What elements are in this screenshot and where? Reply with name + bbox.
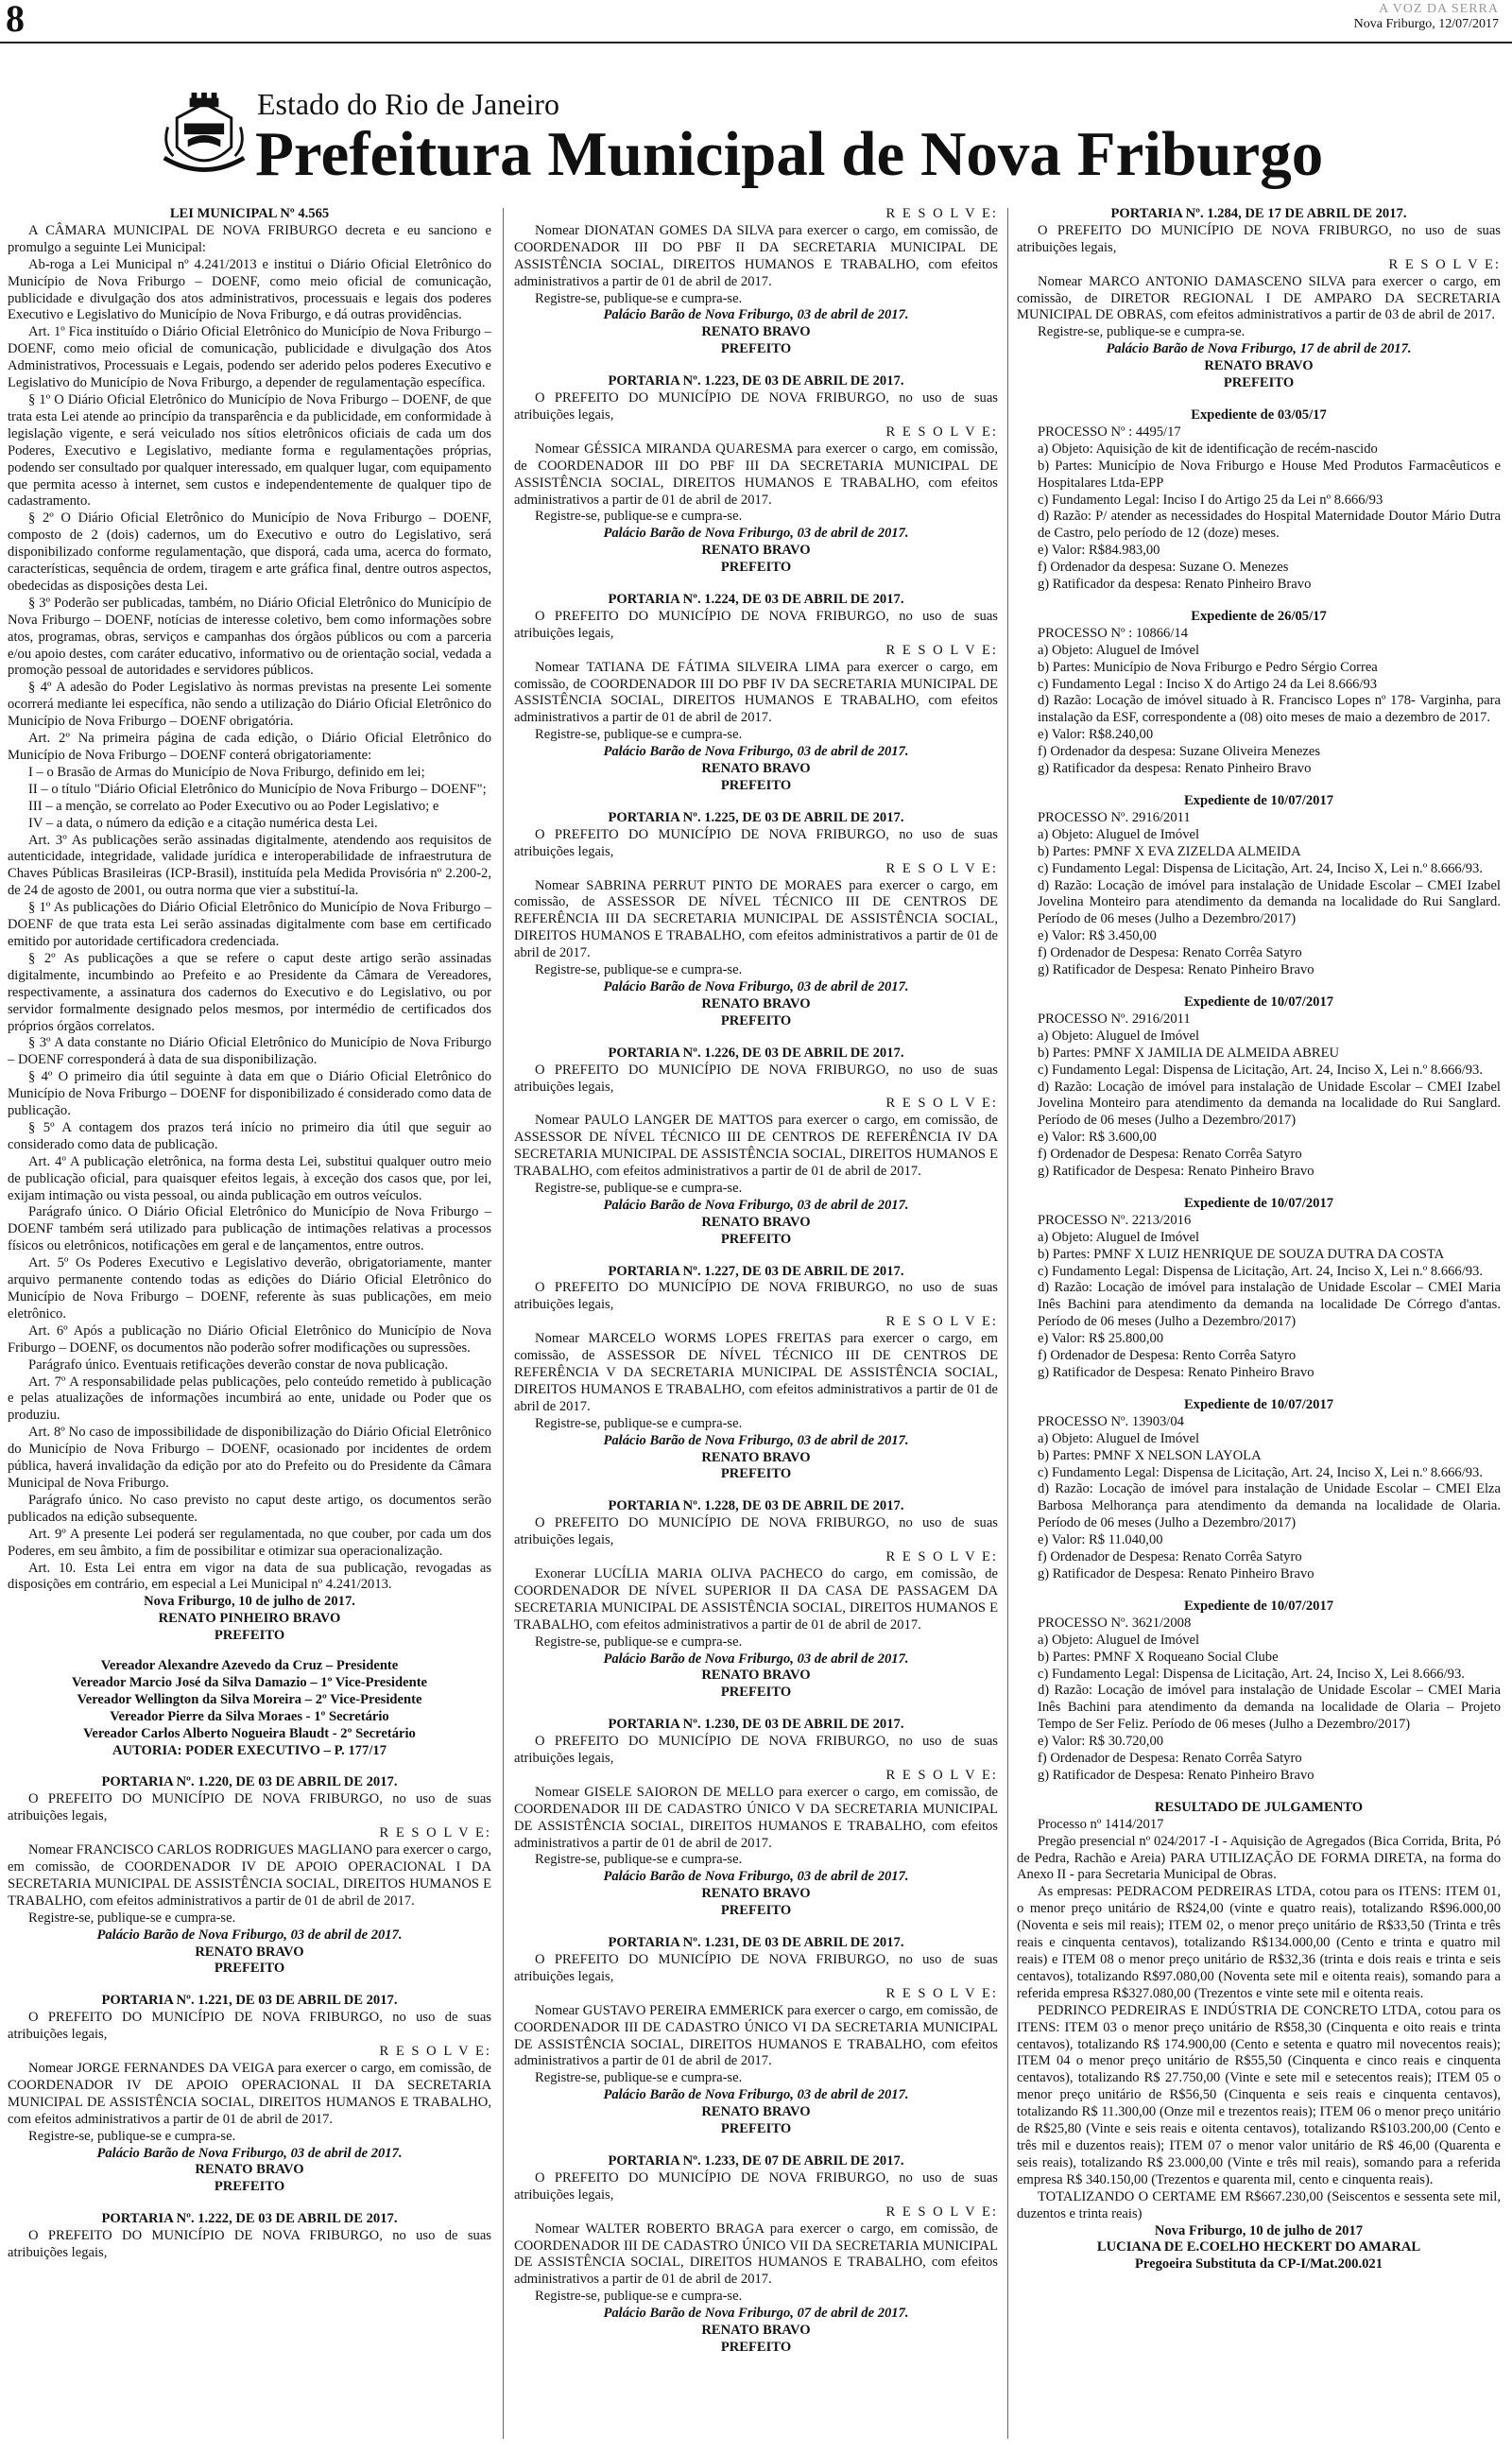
expediente-line: PROCESSO Nº. 2213/2016 [1038,1212,1192,1228]
vereador-line: Vereador Alexandre Azevedo da Cruz – Presidente [100,1658,399,1674]
registre-line: Registre-se, publique-se e cumpra-se. [535,1180,743,1196]
resolve-label: R E S O L V E: [885,1767,998,1783]
vereador-line: Vereador Marcio José da Silva Damazio – 1º Vice-Presidente [71,1674,428,1690]
portaria-intro: O PREFEITO DO MUNICÍPIO DE NOVA FRIBURGO, no uso de suas atribuições legais, [514,1280,998,1313]
law-item: III – a menção, se correlato ao Poder Executivo ou ao Poder Legislativo; e [28,798,439,814]
expediente-line: PROCESSO Nº. 3621/2008 [1038,1615,1192,1631]
signer-name: RENATO BRAVO [701,543,811,559]
signer-title: PREFEITO [720,560,792,576]
portaria-intro: O PREFEITO DO MUNICÍPIO DE NOVA FRIBURGO, no uso de suas atribuições legais, [514,1734,998,1767]
expediente-line: b) Partes: Município de Nova Friburgo e House Med Produtos Farmacêuticos e Hospitalares Ltda-EPP [1038,458,1501,491]
law-article: Art. 1º Fica instituído o Diário Oficial Eletrônico do Município de Nova Friburgo – DOENF, como meio oficial de comunicação, publicidade e divulgação dos Atos Administrativos, Processuais e Legais, podendo ser aderido pelos poderes Executivo e Legislativo do Município de Nova Friburgo, a depender de regulamentação específica. [8,324,491,391]
expediente-line: b) Partes: PMNF X JAMILIA DE ALMEIDA ABREU [1038,1045,1340,1061]
signer-title: PREFEITO [720,2121,792,2137]
portaria-body: Nomear DIONATAN GOMES DA SILVA para exercer o cargo, em comissão, de COORDENADOR III DO PBF II DA SECRETARIA MUNICIPAL DE ASSISTÊNCIA SOCIAL, DIREITOS HUMANOS E TRABALHO, com efeitos administrativos a partir de 01 de abril de 2017. [514,222,998,289]
page-number: 8 [6,0,25,40]
signer-title: PREFEITO [720,1685,792,1701]
portaria-body: Exonerar LUCÍLIA MARIA OLIVA PACHECO do cargo, em comissão, de COORDENADOR DE NÍVEL SUPERIOR II DA CASA DE PASSAGEM DA SECRETARIA MUNICIPAL DE ASSISTÊNCIA SOCIAL, DIREITOS HUMANOS E TRABALHO, com efeitos administrativos a partir de 01 de abril de 2017. [514,1565,998,1633]
portaria-title: PORTARIA Nº. 1.227, DE 03 DE ABRIL DE 2017. [608,1263,904,1279]
law-paragraph: § 5º A contagem dos prazos terá início no primeiro dia útil que seguir ao considerado como data de publicação. [8,1119,491,1152]
expediente-line: f) Ordenador de Despesa: Renato Corrêa Satyro [1038,945,1302,961]
signer-title: PREFEITO [720,341,792,357]
expediente-title: Expediente de 10/07/2017 [1183,793,1334,808]
expediente-line: c) Fundamento Legal : Inciso X do Artigo 24 da Lei 8.666/93 [1038,676,1378,692]
law-paragraph: § 2º As publicações a que se refere o caput deste artigo serão assinadas digitalmente, incumbindo ao Prefeito e ao Presidente da Câmara de Vereadores, respectivamente, a assinatura dos cadernos do Executivo e do Legislativo, ou por servidor formalmente designado pelos mesmos, por intermédio de certificados dos próprios órgãos correlatos. [8,950,491,1034]
portaria-title: PORTARIA Nº. 1.233, DE 07 DE ABRIL DE 2017. [608,2152,904,2169]
law-paragraph: § 3º A data constante no Diário Oficial Eletrônico do Município de Nova Friburgo – DOENF corresponderá à data de sua disponibilização. [8,1035,491,1068]
portaria-title: PORTARIA Nº. 1.223, DE 03 DE ABRIL DE 2017. [608,373,904,389]
expediente-line: b) Partes: PMNF X EVA ZIZELDA ALMEIDA [1038,843,1301,859]
portaria-intro: O PREFEITO DO MUNICÍPIO DE NOVA FRIBURGO, no uso de suas atribuições legais, [8,1791,491,1824]
signer-name: RENATO BRAVO [701,324,811,340]
law-intro: A CÂMARA MUNICIPAL DE NOVA FRIBURGO decreta e eu sanciono e promulgo a seguinte Lei Municipal: [8,222,491,255]
palace-date: Palácio Barão de Nova Friburgo, 03 de abril de 2017. [603,1869,909,1885]
signer-title: PREFEITO [1223,375,1295,391]
expediente-line: PROCESSO Nº. 2916/2011 [1038,809,1191,825]
law-paragraph: § 4º A adesão do Poder Legislativo às normas previstas na presente Lei somente ocorrerá mediante lei específica, não sendo a utilização do Diário Oficial Eletrônico do Município de Nova Friburgo – DOENF obrigatória. [8,680,491,730]
coat-of-arms-icon [159,91,249,181]
expediente-line: c) Fundamento Legal: Dispensa de Licitação, Art. 24, Inciso X, Lei n.º 8.666/93. [1038,1263,1484,1279]
portaria-title: PORTARIA Nº. 1.222, DE 03 DE ABRIL DE 2017. [101,2211,398,2227]
law-item: IV – a data, o número da edição e a citação numérica desta Lei. [28,815,378,831]
signer-title: PREFEITO [214,2179,285,2195]
law-article: Art. 5º Os Poderes Executivo e Legislativo deverão, obrigatoriamente, manter arquivo permanente contendo todas as edições do Diário Oficial Eletrônico do Município de Nova Friburgo – DOENF, referente às suas publicações, em meio eletrônico. [8,1255,491,1322]
law-article: Art. 10. Esta Lei entra em vigor na data de sua publicação, revogadas as disposições em contrário, em especial a Lei Municipal nº 4.241/2013. [8,1560,491,1593]
resolve-label: R E S O L V E: [1388,256,1501,272]
signer-name: RENATO BRAVO [701,1668,811,1684]
portaria-body: Nomear MARCO ANTONIO DAMASCENO SILVA para exercer o cargo, em comissão, de DIRETOR REGIONAL I DE AMPARO DA SECRETARIA MUNICIPAL DE OBRAS, com efeitos administrativos a partir de 03 de abril de 2017. [1017,273,1501,323]
palace-date: Palácio Barão de Nova Friburgo, 03 de abril de 2017. [603,978,909,994]
masthead [1354,2,1499,32]
law-paragraph: § 1º O Diário Oficial Eletrônico do Município de Nova Friburgo – DOENF, de que trata esta Lei atende ao princípio da transparência e da publicidade, em conformidade à legislação vigente, e será veiculado nos sítios eletrônicos oficiais de cada um dos Poderes, Executivo e Legislativo, mediante forma e regulamentações próprias, podendo ser consultado por qualquer interessado, em qualquer lugar, com equipamento que permita acesso à internet, sem custos e independentemente de qualquer tipo de cadastramento. [8,391,491,510]
expediente-line: f) Ordenador de Despesa: Renato Corrêa Satyro [1038,1751,1302,1767]
registre-line: Registre-se, publique-se e cumpra-se. [28,2128,236,2144]
portaria-body: Nomear SABRINA PERRUT PINTO DE MORAES para exercer o cargo, em comissão, de ASSESSOR DE NÍVEL TÉCNICO III DE CENTROS DE REFERÊNCIA III DA SECRETARIA MUNICIPAL DE ASSISTÊNCIA SOCIAL, DIREITOS HUMANOS E TRABALHO, com efeitos administrativos a partir de 01 de abril de 2017. [514,877,998,961]
result-date: Nova Friburgo, 10 de julho de 2017 [1154,2222,1364,2238]
law-article: Art. 2º Na primeira página de cada edição, o Diário Oficial Eletrônico do Município de Nova Friburgo – DOENF conterá obrigatoriamente: [8,731,491,763]
law-ementa: Ab-roga a Lei Municipal nº 4.241/2013 e institui o Diário Oficial Eletrônico do Município de Nova Friburgo – DOENF, como meio oficial de comunicação, publicidade e divulgação dos atos administrativos, processuais e legais dos poderes Executivo e Legislativo do Município de Nova Friburgo, e dá outras providências. [8,256,491,323]
expediente-line: d) Razão: Locação de imóvel situado à R. Francisco Lopes nº 178- Varginha, para instalação da ESF, correspondente a (08) oito meses de maio a dezembro de 2017. [1038,693,1501,726]
column-divider [1007,208,1008,2439]
result-company: PEDRINCO PEDREIRAS E INDÚSTRIA DE CONCRETO LTDA, cotou para os ITENS: ITEM 03 o menor preço unitário de R$58,30 (Cinquenta e oito reais e trinta centavos), totalizando R$ 174.900,00 (Cento e setenta e quatro mil novecentos reais); ITEM 04 o menor preço unitário de R$55,50 (Cinquenta e cinco reais e cinquenta centavos), totalizando R$ 27.750,00 (Vinte e sete mil e setecentos reais); ITEM 05 o menor preço unitário de R$56,50 (Cinquenta e seis reais e cinquenta centavos), totalizando R$ 11.300,00 (Onze mil e trezentos reais); ITEM 06 o menor preço unitário de R$25,80 (Vinte e seis reais e oitenta centavos), totalizando R$103.200,00 (Cento e três mil e duzentos reais); ITEM 07 o menor valor unitário de R$ 46,00 (Quarenta e seis reais), totalizando R$ 23.000,00 (Vinte e três mil reais), somando para a referida empresa R$ 340.150,00 (Trezentos e quarenta mil, cento e cinquenta reais). [1017,2002,1501,2187]
resolve-label: R E S O L V E: [885,1549,998,1565]
vereador-line: Vereador Carlos Alberto Nogueira Blaudt - 2º Secretário [83,1725,416,1741]
expediente-line: PROCESSO Nº : 10866/14 [1038,625,1189,641]
expediente-line: d) Razão: Locação de imóvel para instalação de Unidade Escolar – CMEI Izabel Jovelina Monteiro para atendimento da demanda na localidade do Rui Sanglard. Período de 06 meses (Julho a Dezembro/2017) [1038,1079,1501,1129]
portaria-body: Nomear GISELE SAIORON DE MELLO para exercer o cargo, em comissão, de COORDENADOR III DE CADASTRO ÚNICO V DA SECRETARIA MUNICIPAL DE ASSISTÊNCIA SOCIAL, DIREITOS HUMANOS E TRABALHO, com efeitos administrativos a partir de 01 de abril de 2017. [514,1784,998,1851]
result-signer-role: Pregoeira Substituta da CP-I/Mat.200.021 [1135,2256,1383,2273]
law-item: II – o título "Diário Oficial Eletrônico do Município de Nova Friburgo – DOENF"; [28,781,487,797]
expediente-line: b) Partes: PMNF X LUIZ HENRIQUE DE SOUZA DUTRA DA COSTA [1038,1246,1445,1262]
palace-date: Palácio Barão de Nova Friburgo, 03 de abril de 2017. [603,1197,909,1213]
result-total: TOTALIZANDO O CERTAME EM R$667.230,00 (Seiscentos e sessenta sete mil, duzentos e trinta reais) [1017,2188,1501,2221]
expediente-line: a) Objeto: Aluguel de Imóvel [1038,1632,1200,1648]
registre-line: Registre-se, publique-se e cumpra-se. [28,1910,236,1926]
palace-date: Palácio Barão de Nova Friburgo, 03 de abril de 2017. [603,744,909,760]
expediente-line: e) Valor: R$ 25.800,00 [1038,1331,1164,1347]
expediente-line: a) Objeto: Aquisição de kit de identificação de recém-nascido [1038,441,1378,457]
autoria: AUTORIA: PODER EXECUTIVO – P. 177/17 [112,1742,387,1758]
palace-date: Palácio Barão de Nova Friburgo, 03 de abril de 2017. [96,1927,403,1943]
expediente-line: a) Objeto: Aluguel de Imóvel [1038,642,1200,658]
portaria-intro: O PREFEITO DO MUNICÍPIO DE NOVA FRIBURGO, no uso de suas atribuições legais, [514,826,998,859]
expediente-line: b) Partes: Município de Nova Friburgo e Pedro Sérgio Correa [1038,659,1378,675]
expediente-line: d) Razão: Locação de imóvel para instalação de Unidade Escolar – CMEI Izabel Jovelina Monteiro para atendimento da demanda na localidade do Rui Sanglard. Período de 06 meses (Julho a Dezembro/2017) [1038,877,1501,927]
expediente-line: d) Razão: Locação de imóvel para instalação de Unidade Escolar – CMEI Maria Inês Bachini para atendimento da demanda na localidade de Olaria – Projeto Tempo de Ser Feliz. Período de 06 meses (Julho a Dezembro/2017) [1038,1683,1501,1733]
portaria-intro: O PREFEITO DO MUNICÍPIO DE NOVA FRIBURGO, no uso de suas atribuições legais, [8,2228,491,2261]
expediente-line: f) Ordenador da despesa: Suzane O. Menezes [1038,560,1289,576]
registre-line: Registre-se, publique-se e cumpra-se. [1038,324,1246,340]
portaria-title: PORTARIA Nº. 1.226, DE 03 DE ABRIL DE 2017. [608,1045,904,1061]
portaria-intro: O PREFEITO DO MUNICÍPIO DE NOVA FRIBURGO, no uso de suas atribuições legais, [1017,222,1501,255]
result-company: As empresas: PEDRACOM PEDREIRAS LTDA, cotou para os ITENS: ITEM 01, o menor preço unitário de R$24,00 (vinte e quatro reais), totalizando R$96.000,00 (Noventa e seis mil reais); ITEM 02, o menor preço unitário de R$33,50 (Trinta e três reais e cinquenta centavos), totalizando R$134.000,00 (Cento e trinta e quatro mil reais) e ITEM 08 o menor preço unitário de R$32,36 (trinta e dois reais e trinta e seis centavos), totalizando R$97.080,00 (Noventa sete mil e oitenta reais), somando para a referida empresa R$327.080,00 (Trezentos e vinte sete mil e oitenta reais. [1017,1884,1501,2001]
portaria-body: Nomear FRANCISCO CARLOS RODRIGUES MAGLIANO para exercer o cargo, em comissão, de COORDENADOR IV DE APOIO OPERACIONAL I DA SECRETARIA MUNICIPAL DE ASSISTÊNCIA SOCIAL, DIREITOS HUMANOS E TRABALHO, com efeitos administrativos a partir de 01 de abril de 2017. [8,1842,491,1909]
expediente-line: g) Ratificador de Despesa: Renato Pinheiro Bravo [1038,1565,1314,1581]
resolve-label: R E S O L V E: [885,1314,998,1330]
column-2 [514,206,998,2442]
law-title: LEI MUNICIPAL Nº 4.565 [169,206,330,221]
portaria-body: Nomear TATIANA DE FÁTIMA SILVEIRA LIMA para exercer o cargo, em comissão, de COORDENADOR III DO PBF IV DA SECRETARIA MUNICIPAL DE ASSISTÊNCIA SOCIAL, DIREITOS HUMANOS E TRABALHO, com efeitos administrativos a partir de 01 de abril de 2017. [514,659,998,726]
expediente-title: Expediente de 10/07/2017 [1183,1195,1334,1211]
expediente-line: e) Valor: R$8.240,00 [1038,727,1154,743]
expediente-line: e) Valor: R$84.983,00 [1038,543,1160,559]
expediente-line: PROCESSO Nº : 4495/17 [1038,423,1181,440]
signer-title: PREFEITO [720,1231,792,1247]
portaria-title: PORTARIA Nº. 1.228, DE 03 DE ABRIL DE 2017. [608,1498,904,1514]
resolve-label: R E S O L V E: [379,2044,491,2060]
palace-date: Palácio Barão de Nova Friburgo, 03 de abril de 2017. [96,2145,403,2161]
expediente-line: g) Ratificador de Despesa: Renato Pinheiro Bravo [1038,1365,1314,1380]
expediente-line: g) Ratificador de Despesa: Renato Pinheiro Bravo [1038,1767,1314,1783]
portaria-intro: O PREFEITO DO MUNICÍPIO DE NOVA FRIBURGO, no uso de suas atribuições legais, [514,1952,998,1984]
expediente-line: e) Valor: R$ 30.720,00 [1038,1734,1164,1750]
registre-line: Registre-se, publique-se e cumpra-se. [535,1415,743,1431]
expediente-line: b) Partes: PMNF X NELSON LAYOLA [1038,1447,1262,1463]
expediente-line: g) Ratificador da despesa: Renato Pinheiro Bravo [1038,577,1312,593]
expediente-line: PROCESSO Nº. 2916/2011 [1038,1011,1191,1027]
banner-state: Estado do Rio de Janeiro [257,87,559,121]
signer-name: RENATO BRAVO [195,1944,304,1960]
law-article: Art. 6º Após a publicação no Diário Oficial Eletrônico do Município de Nova Friburgo – DOENF, os documentos não poderão sofrer modificações ou supressões. [8,1322,491,1356]
resolve-label: R E S O L V E: [379,1825,491,1841]
resolve-label: R E S O L V E: [885,2203,998,2220]
signer-name: RENATO BRAVO [1204,358,1314,374]
law-paragraph: Parágrafo único. O Diário Oficial Eletrônico do Município de Nova Friburgo – DOENF também será utilizado para publicação de intimações relativas a processos físicos ou eletrônicos, notificações em geral e de lançamentos, entre outros. [8,1204,491,1254]
law-item: I – o Brasão de Armas do Município de Nova Friburgo, definido em lei; [28,764,425,780]
registre-line: Registre-se, publique-se e cumpra-se. [535,962,743,978]
expediente-line: e) Valor: R$ 11.040,00 [1038,1532,1163,1548]
portaria-title: PORTARIA Nº. 1.220, DE 03 DE ABRIL DE 2017. [101,1774,398,1790]
portaria-body: Nomear MARCELO WORMS LOPES FREITAS para exercer o cargo, em comissão, de ASSESSOR DE NÍVEL TÉCNICO III DE CENTROS DE REFERÊNCIA V DA SECRETARIA MUNICIPAL DE ASSISTÊNCIA SOCIAL, DIREITOS HUMANOS E TRABALHO, com efeitos administrativos a partir de 01 de abril de 2017. [514,1331,998,1414]
signer-name: RENATO BRAVO [701,2323,811,2339]
expediente-line: PROCESSO Nº. 13903/04 [1038,1413,1184,1429]
expediente-line: e) Valor: R$ 3.450,00 [1038,928,1157,944]
vereador-line: Vereador Wellington da Silva Moreira – 2º Vice-Presidente [77,1691,422,1707]
law-paragraph: Parágrafo único. Eventuais retificações deverão constar de nova publicação. [28,1357,449,1373]
registre-line: Registre-se, publique-se e cumpra-se. [535,1852,743,1868]
signer-title: PREFEITO [720,778,792,793]
palace-date: Palácio Barão de Nova Friburgo, 07 de abril de 2017. [603,2306,909,2322]
expediente-title: Expediente de 10/07/2017 [1183,1598,1334,1614]
law-date: Nova Friburgo, 10 de julho de 2017. [144,1594,355,1610]
expediente-line: g) Ratificador da despesa: Renato Pinheiro Bravo [1038,761,1312,777]
signer-title: PREFEITO [214,1961,285,1977]
expediente-line: f) Ordenador de Despesa: Rento Corrêa Satyro [1038,1348,1297,1364]
resolve-label: R E S O L V E: [885,642,998,658]
registre-line: Registre-se, publique-se e cumpra-se. [535,1633,743,1650]
portaria-title: PORTARIA Nº. 1.230, DE 03 DE ABRIL DE 2017. [608,1717,904,1733]
expediente-line: g) Ratificador de Despesa: Renato Pinheiro Bravo [1038,1164,1314,1180]
edition-date: Nova Friburgo, 12/07/2017 [1353,17,1499,31]
portaria-intro: O PREFEITO DO MUNICÍPIO DE NOVA FRIBURGO, no uso de suas atribuições legais, [8,2010,491,2043]
header-rule [0,42,1512,43]
signer-name: RENATO BRAVO [701,995,811,1011]
portaria-body: Nomear WALTER ROBERTO BRAGA para exercer o cargo, em comissão, de COORDENADOR III DE CADASTRO ÚNICO VII DA SECRETARIA MUNICIPAL DE ASSISTÊNCIA SOCIAL, DIREITOS HUMANOS E TRABALHO, com efeitos administrativos a partir de 01 de abril de 2017. [514,2221,998,2288]
palace-date: Palácio Barão de Nova Friburgo, 17 de abril de 2017. [1106,341,1412,357]
signer-name: RENATO BRAVO [701,2104,811,2120]
signer-name: RENATO BRAVO [701,761,811,777]
law-paragraph: § 2º O Diário Oficial Eletrônico do Município de Nova Friburgo – DOENF, composto de 2 (dois) cadernos, um do Executivo e outro do Legislativo, será disponibilizado conforme regulamentação, que disporá, cada uma, acerca do formato, características, sequência de ordem, tiragem e arte gráfica final, dentre outros aspectos, obedecidas as disposições desta Lei. [8,510,491,594]
law-article: Art. 8º No caso de impossibilidade de disponibilização do Diário Oficial Eletrônico do Município de Nova Friburgo – DOENF, ocasionado por incidentes de ordem pública, haverá invalidação da edição por ato do Prefeito ou do Presidente da Câmara Municipal de Nova Friburgo. [8,1425,491,1491]
expediente-line: d) Razão: P/ atender as necessidades do Hospital Maternidade Doutor Mário Dutra de Castro, pelo período de 12 (doze) meses. [1038,509,1501,542]
column-1 [8,206,491,2442]
expediente-line: c) Fundamento Legal: Inciso I do Artigo 25 da Lei nº 8.666/93 [1038,492,1383,508]
newspaper-name: A VOZ DA SERRA [1379,2,1499,16]
resolve-label: R E S O L V E: [885,206,998,221]
expediente-line: c) Fundamento Legal: Dispensa de Licitação, Art. 24, Inciso X, Lei 8.666/93. [1038,1666,1465,1682]
expedientes-list [1017,407,1501,1785]
law-article: Art. 9º A presente Lei poderá ser regulamentada, no que couber, por cada um dos Poderes, em seu âmbito, a fim de possibilitar e otimizar sua operacionalização. [8,1526,491,1559]
expediente-line: b) Partes: PMNF X Roqueano Social Clube [1038,1649,1279,1665]
portaria-title: PORTARIA Nº. 1.284, DE 17 DE ABRIL DE 2017. [1110,206,1407,221]
portaria-intro: O PREFEITO DO MUNICÍPIO DE NOVA FRIBURGO, no uso de suas atribuições legais, [514,390,998,423]
palace-date: Palácio Barão de Nova Friburgo, 03 de abril de 2017. [603,2087,909,2103]
vereador-line: Vereador Pierre da Silva Moraes - 1º Secretário [110,1708,389,1724]
expediente-line: d) Razão: Locação de imóvel para instalação de Unidade Escolar – CMEI Elza Barbosa Melhorança para atendimento da demanda na localidade de Olaria. Período de 06 meses (Julho a Dezembro/2017) [1038,1481,1501,1531]
expediente-line: a) Objeto: Aluguel de Imóvel [1038,826,1200,842]
registre-line: Registre-se, publique-se e cumpra-se. [535,2289,743,2305]
law-paragraph: § 1º As publicações do Diário Oficial Eletrônico do Município de Nova Friburgo – DOENF de que trata esta Lei serão assinadas digitalmente com base em certificado emitido por autoridade certificadora credenciada. [8,900,491,949]
portaria-title: PORTARIA Nº. 1.224, DE 03 DE ABRIL DE 2017. [608,592,904,608]
registre-line: Registre-se, publique-se e cumpra-se. [535,509,743,525]
expediente-line: c) Fundamento Legal: Dispensa de Licitação, Art. 24, Inciso X, Lei n.º 8.666/93. [1038,1062,1484,1078]
result-pregao: Pregão presencial nº 024/2017 -I - Aquisição de Agregados (Bica Corrida, Brita, Pó de Pedra, Rachão e Areia) PARA UTILIZAÇÃO DE FORMA DIRETA, na forma do Anexo II - para Secretaria Municipal de Obras. [1017,1833,1501,1883]
expediente-title: Expediente de 10/07/2017 [1183,994,1334,1010]
palace-date: Palácio Barão de Nova Friburgo, 03 de abril de 2017. [603,1432,909,1448]
portaria-intro: O PREFEITO DO MUNICÍPIO DE NOVA FRIBURGO, no uso de suas atribuições legais, [514,2169,998,2203]
portaria-title: PORTARIA Nº. 1.231, DE 03 DE ABRIL DE 2017. [608,1935,904,1951]
law-paragraph: § 3º Poderão ser publicadas, também, no Diário Oficial Eletrônico do Município de Nova Friburgo – DOENF, notícias de interesse coletivo, bem como informações sobre atos, programas, obras, serviços e campanhas dos órgãos públicos ou com a parceria e/ou apoio destes, com caráter educativo, informativo ou de orientação social, vedada a promoção pessoal de autoridades e servidores públicos. [8,595,491,679]
portaria-intro: O PREFEITO DO MUNICÍPIO DE NOVA FRIBURGO, no uso de suas atribuições legais, [514,608,998,641]
result-signer: LUCIANA DE E.COELHO HECKERT DO AMARAL [1096,2239,1421,2255]
expediente-line: a) Objeto: Aluguel de Imóvel [1038,1229,1200,1245]
signer-title: PREFEITO [720,1012,792,1028]
palace-date: Palácio Barão de Nova Friburgo, 03 de abril de 2017. [603,526,909,542]
registre-line: Registre-se, publique-se e cumpra-se. [535,2070,743,2086]
portaria-title: PORTARIA Nº. 1.221, DE 03 DE ABRIL DE 2017. [101,1993,398,2009]
mayor-name: RENATO PINHEIRO BRAVO [158,1611,341,1627]
signer-title: PREFEITO [720,1466,792,1482]
signer-name: RENATO BRAVO [701,1886,811,1902]
portaria-body: Nomear GÉSSICA MIRANDA QUARESMA para exercer o cargo, em comissão, de COORDENADOR III DO PBF III DA SECRETARIA MUNICIPAL DE ASSISTÊNCIA SOCIAL, DIREITOS HUMANOS E TRABALHO, com efeitos administrativos a partir de 01 de abril de 2017. [514,441,998,508]
law-paragraph: Parágrafo único. No caso previsto no caput deste artigo, os documentos serão publicados na edição subsequente. [8,1492,491,1525]
resolve-label: R E S O L V E: [885,1096,998,1112]
banner-title: Prefeitura Municipal de Nova Friburgo [255,119,1324,189]
expediente-line: a) Objeto: Aluguel de Imóvel [1038,1028,1200,1044]
expediente-line: c) Fundamento Legal: Dispensa de Licitação, Art. 24, Inciso X, Lei n.º 8.666/93. [1038,1464,1484,1480]
palace-date: Palácio Barão de Nova Friburgo, 03 de abril de 2017. [603,307,909,323]
portaria-body: Nomear JORGE FERNANDES DA VEIGA para exercer o cargo, em comissão, de COORDENADOR IV DE APOIO OPERACIONAL II DA SECRETARIA MUNICIPAL DE ASSISTÊNCIA SOCIAL, DIREITOS HUMANOS E TRABALHO, com efeitos administrativos a partir de 01 de abril de 2017. [8,2060,491,2127]
expediente-line: f) Ordenador da despesa: Suzane Oliveira Menezes [1038,744,1321,760]
column-divider [503,208,504,2439]
expediente-line: c) Fundamento Legal: Dispensa de Licitação, Art. 24, Inciso X, Lei n.º 8.666/93. [1038,860,1484,876]
law-article: Art. 3º As publicações serão assinadas digitalmente, atendendo aos requisitos de autenticidade, integridade, validade jurídica e interoperabilidade de infraestrutura de Chaves Públicas Brasileiras (ICP-Brasil), instituída pela Medida Provisória nº 2.200-2, de 24 de agosto de 2001, ou outra norma que vier a substituí-la. [8,832,491,899]
registre-line: Registre-se, publique-se e cumpra-se. [535,290,743,306]
portaria-intro: O PREFEITO DO MUNICÍPIO DE NOVA FRIBURGO, no uso de suas atribuições legais, [514,1062,998,1095]
resolve-label: R E S O L V E: [885,860,998,876]
expediente-title: Expediente de 10/07/2017 [1183,1396,1334,1412]
expediente-line: e) Valor: R$ 3.600,00 [1038,1130,1157,1146]
registre-line: Registre-se, publique-se e cumpra-se. [535,727,743,743]
palace-date: Palácio Barão de Nova Friburgo, 03 de abril de 2017. [603,1650,909,1667]
result-title: RESULTADO DE JULGAMENTO [1154,1799,1364,1815]
expediente-line: a) Objeto: Aluguel de Imóvel [1038,1430,1200,1446]
expediente-title: Expediente de 03/05/17 [1191,406,1327,423]
resolve-label: R E S O L V E: [885,423,998,440]
expediente-title: Expediente de 26/05/17 [1191,608,1327,624]
law-paragraph: § 4º O primeiro dia útil seguinte à data em que o Diário Oficial Eletrônico do Município de Nova Friburgo – DOENF for disponibilizado é considerado como data de publicação. [8,1069,491,1119]
signer-name: RENATO BRAVO [701,1214,811,1230]
portaria-body: Nomear GUSTAVO PEREIRA EMMERICK para exercer o cargo, em comissão, de COORDENADOR III DE CADASTRO ÚNICO VI DA SECRETARIA MUNICIPAL DE ASSISTÊNCIA SOCIAL, DIREITOS HUMANOS E TRABALHO, com efeitos administrativos a partir de 01 de abril de 2017. [514,2002,998,2069]
expediente-line: f) Ordenador de Despesa: Renato Corrêa Satyro [1038,1549,1302,1565]
resolve-label: R E S O L V E: [885,1985,998,2001]
result-process: Processo nº 1414/2017 [1038,1816,1164,1832]
column-3 [1017,206,1501,2442]
law-article: Art. 4º A publicação eletrônica, na forma desta Lei, substitui qualquer outro meio de publicação oficial, para quaisquer efeitos legais, à exceção dos casos que, por lei, exijam intimação ou vista pessoal, ou ainda publicação em outros veículos. [8,1153,491,1203]
signer-name: RENATO BRAVO [701,1449,811,1465]
signer-title: PREFEITO [720,2339,792,2355]
portaria-body: Nomear PAULO LANGER DE MATTOS para exercer o cargo, em comissão, de ASSESSOR DE NÍVEL TÉCNICO III DE CENTROS DE REFERÊNCIA IV DA SECRETARIA MUNICIPAL DE ASSISTÊNCIA SOCIAL, DIREITOS HUMANOS E TRABALHO, com efeitos administrativos a partir de 01 de abril de 2017. [514,1113,998,1180]
expediente-line: f) Ordenador de Despesa: Renato Corrêa Satyro [1038,1147,1302,1163]
portaria-title: PORTARIA Nº. 1.225, DE 03 DE ABRIL DE 2017. [608,809,904,825]
mayor-title: PREFEITO [214,1628,285,1644]
expediente-line: g) Ratificador de Despesa: Renato Pinheiro Bravo [1038,962,1314,978]
signer-title: PREFEITO [720,1903,792,1919]
signer-name: RENATO BRAVO [195,2162,304,2178]
expediente-line: d) Razão: Locação de imóvel para instalação de Unidade Escolar – CMEI Maria Inês Bachini para atendimento da demanda na localidade De Córrego d'antas. Período de 06 meses (Julho a Dezembro/2017) [1038,1280,1501,1330]
law-article: Art. 7º A responsabilidade pelas publicações, pelo conteúdo remetido à publicação e pelas atualizações de informações incumbirá ao ente, unidade ou Poder que os produziu. [8,1374,491,1424]
portaria-intro: O PREFEITO DO MUNICÍPIO DE NOVA FRIBURGO, no uso de suas atribuições legais, [514,1515,998,1548]
